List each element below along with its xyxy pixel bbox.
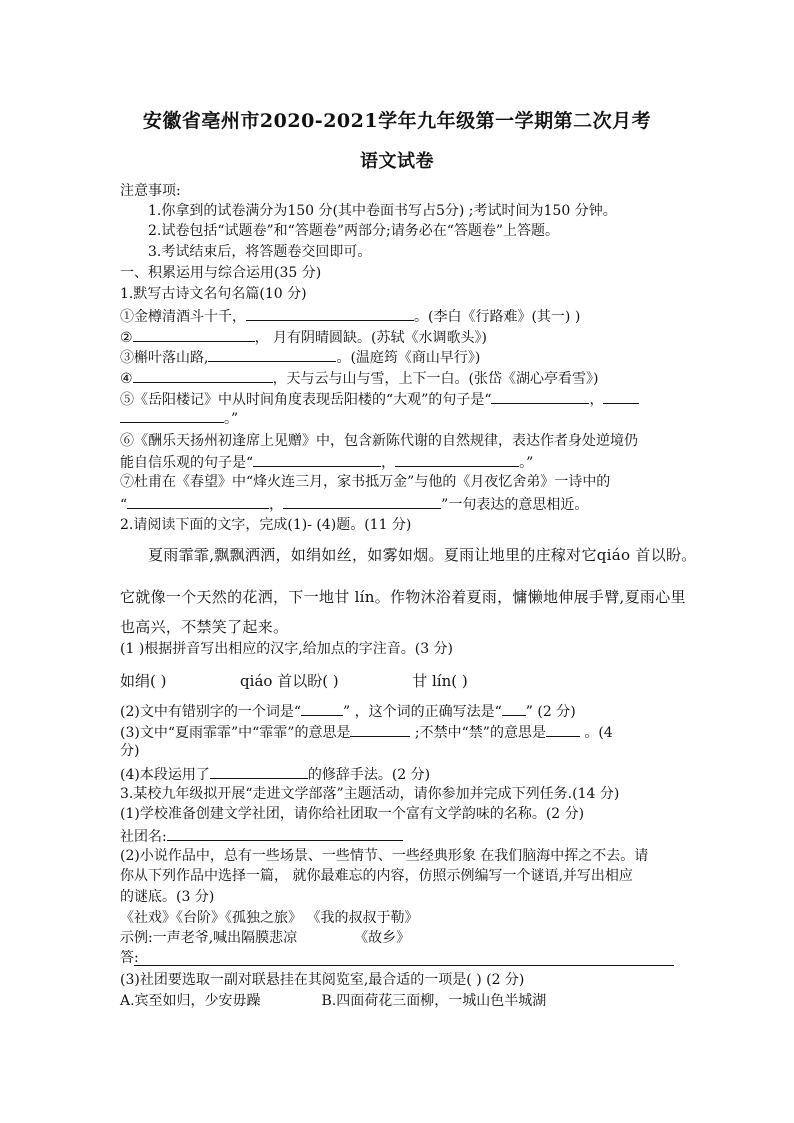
q1-item-6-prefix: 能自信乐观的句子是“	[120, 455, 254, 471]
q3-sub-1-answer	[120, 825, 680, 847]
q1-item-2-suffix: ， 月有阴晴圆缺。(苏轼《水调歌头》)	[254, 330, 487, 346]
q2-passage-line-2: 它就像一个天然的花洒，下一地甘 lín。作物沐浴着夏雨，慵懒地伸展手臂,夏雨心里	[120, 588, 686, 606]
section-1-heading: 一、积累运用与综合运用(35 分)	[120, 265, 322, 281]
answer-blank[interactable]	[120, 407, 224, 423]
answer-line[interactable]	[134, 965, 674, 966]
q2-heading: 2.请阅读下面的文字，完成(1)- (4)题。(11 分)	[120, 517, 412, 533]
q1-item-4-prefix: ④	[120, 371, 133, 387]
q2-passage-line-3: 也高兴，不禁笑了起来。	[120, 618, 289, 636]
q1-item-6-cont	[120, 451, 680, 473]
q1-heading: 1.默写古诗文名句名篇(10 分)	[120, 286, 307, 302]
answer-blank[interactable]	[395, 451, 519, 467]
q3-example-riddle: 示例:一声老爷,喊出隔膜悲凉	[120, 930, 298, 946]
option-a: A.宾至如归，少安毋躁	[120, 993, 261, 1009]
answer-blank[interactable]	[127, 493, 269, 509]
answer-blank[interactable]	[603, 388, 639, 404]
q1-item-4-suffix: ，天与云与山与雪，上下一白。(张岱《湖心亭看雪》)	[272, 371, 599, 387]
answer-blank[interactable]	[491, 388, 589, 404]
answer-blank[interactable]	[301, 700, 343, 716]
q3-answer-label: 答:	[120, 950, 139, 966]
q1-item-3	[120, 346, 680, 368]
q2-sub-4-prefix: (4)本段运用了	[120, 767, 210, 783]
q2-sub-3-prefix: (3)文中“夏雨霏霏”中“霏霏”的意思是	[120, 725, 351, 741]
q1-item-5-prefix: ⑤《岳阳楼记》中从时间角度表现岳阳楼的“大观”的句子是“	[120, 392, 492, 408]
q2-passage-line-1: 夏雨霏霏,飘飘洒洒，如绢如丝，如雾如烟。夏雨让地里的庄稼对它qiáo 首以盼。	[148, 546, 697, 564]
q3-works-list: 《社戏》《台阶》《孤独之旅》 《我的叔叔于勒》	[120, 910, 419, 926]
q3-options	[120, 991, 680, 1011]
page-title: 安徽省亳州市2020-2021学年九年级第一学期第二次月考	[142, 110, 652, 132]
q1-item-7-cont	[120, 493, 680, 515]
q1-item-5-suffix: 。”	[224, 411, 239, 427]
q1-item-1-suffix: 。(李白《行路难》(其一) )	[414, 309, 581, 325]
answer-blank[interactable]	[208, 346, 336, 362]
club-name-blank[interactable]	[167, 825, 403, 841]
q1-item-7-suffix: ”一句表达的意思相近。	[441, 497, 589, 513]
notes-item-1: 1.你拿到的试卷满分为150 分(其中卷面书写占5分) ;考试时间为150 分钟。	[148, 203, 617, 219]
q1-item-6-suffix: 。”	[519, 455, 534, 471]
q3-sub-1: (1)学校准备创建文学社团，请你给社团取一个富有文学韵味的名称。(2 分)	[120, 806, 585, 822]
q3-sub-2-line-3: 的谜底。(3 分)	[120, 889, 215, 905]
q1-item-5-sep: ，	[589, 392, 604, 408]
q1-item-1	[120, 305, 680, 327]
q3-example-answer: 《故乡》	[354, 930, 411, 946]
q1-item-2	[120, 326, 680, 348]
q2-sub-2-suffix: ” (2 分)	[525, 704, 576, 720]
q3-sub-3: (3)社团要选取一副对联悬挂在其阅览室,最合适的一项是( ) (2 分)	[120, 972, 525, 988]
q1-item-5-cont	[120, 407, 680, 429]
answer-blank[interactable]	[350, 721, 410, 737]
answer-blank[interactable]	[546, 721, 580, 737]
q2-sub-2	[120, 700, 680, 722]
answer-blank[interactable]	[210, 763, 308, 779]
q1-item-7: ⑦杜甫在《春望》中“烽火连三月，家书抵万金”与他的《月夜忆舍弟》一诗中的	[120, 474, 611, 490]
q3-heading: 3.某校九年级拟开展“走进文学部落”主题活动，请你参加并完成下列任务.(14 分)	[120, 786, 620, 802]
option-b: B.四面荷花三面柳，一城山色半城湖	[321, 993, 547, 1009]
q2-sub-3-cont: 分)	[120, 743, 140, 759]
q1-item-7-prefix: “	[120, 497, 128, 513]
answer-blank[interactable]	[246, 305, 414, 321]
q3-sub-2-line-1: (2)小说作品中，总有一些场景、一些情节、一些经典形象 在我们脑海中挥之不去。请	[120, 848, 649, 864]
q2-sub-1-items	[120, 671, 680, 691]
q1-item-4	[120, 367, 680, 389]
q2-sub-1-item-c: 甘 lín( )	[412, 672, 468, 690]
q1-item-1-prefix: ①金樽清酒斗十千，	[120, 309, 246, 325]
q3-sub-2-line-2: 你从下列作品中选择一篇， 就你最难忘的内容，仿照示例编写一个谜语,并写出相应	[120, 868, 633, 884]
q2-sub-3-suffix: 。(4	[579, 725, 613, 741]
answer-blank[interactable]	[133, 367, 273, 383]
answer-blank[interactable]	[283, 493, 441, 509]
notes-heading: 注意事项:	[120, 183, 181, 199]
club-name-label: 社团名:	[120, 829, 167, 845]
answer-blank[interactable]	[502, 700, 526, 716]
q2-sub-4	[120, 763, 680, 785]
q2-sub-2-mid: ” ，这个词的正确写法是“	[343, 704, 502, 720]
notes-item-3: 3.考试结束后，将答题卷交回即可。	[148, 244, 372, 260]
q1-item-6: ⑥《酬乐天扬州初逢席上见赠》中，包含新陈代谢的自然规律，表达作者身处逆境仍	[120, 433, 638, 449]
answer-blank[interactable]	[253, 451, 381, 467]
q1-item-7-sep: ，	[269, 497, 284, 513]
q1-item-3-suffix: 。(温庭筠《商山早行》)	[336, 350, 481, 366]
notes-item-2: 2.试卷包括“试题卷”和“答题卷”两部分;请务必在“答题卷”上答题。	[148, 223, 560, 239]
q2-sub-3	[120, 721, 680, 743]
q2-sub-4-suffix: 的修辞手法。(2 分)	[307, 767, 431, 783]
page-subtitle: 语文试卷	[360, 151, 434, 172]
q1-item-2-prefix: ②	[120, 330, 133, 346]
q1-item-6-sep: ，	[381, 455, 396, 471]
q2-sub-2-prefix: (2)文中有错别字的一个词是“	[120, 704, 301, 720]
q2-sub-1-item-a: 如绢( )	[120, 672, 167, 690]
q2-sub-3-mid: ;不禁中“禁”的意思是	[410, 725, 546, 741]
q3-example	[120, 928, 680, 948]
q2-sub-1: (1 )根据拼音写出相应的汉字,给加点的字注音。(3 分)	[120, 641, 454, 657]
q2-sub-1-item-b: qiáo 首以盼( )	[240, 672, 339, 690]
q1-item-3-prefix: ③槲叶落山路,	[120, 350, 209, 366]
answer-blank[interactable]	[133, 326, 255, 342]
